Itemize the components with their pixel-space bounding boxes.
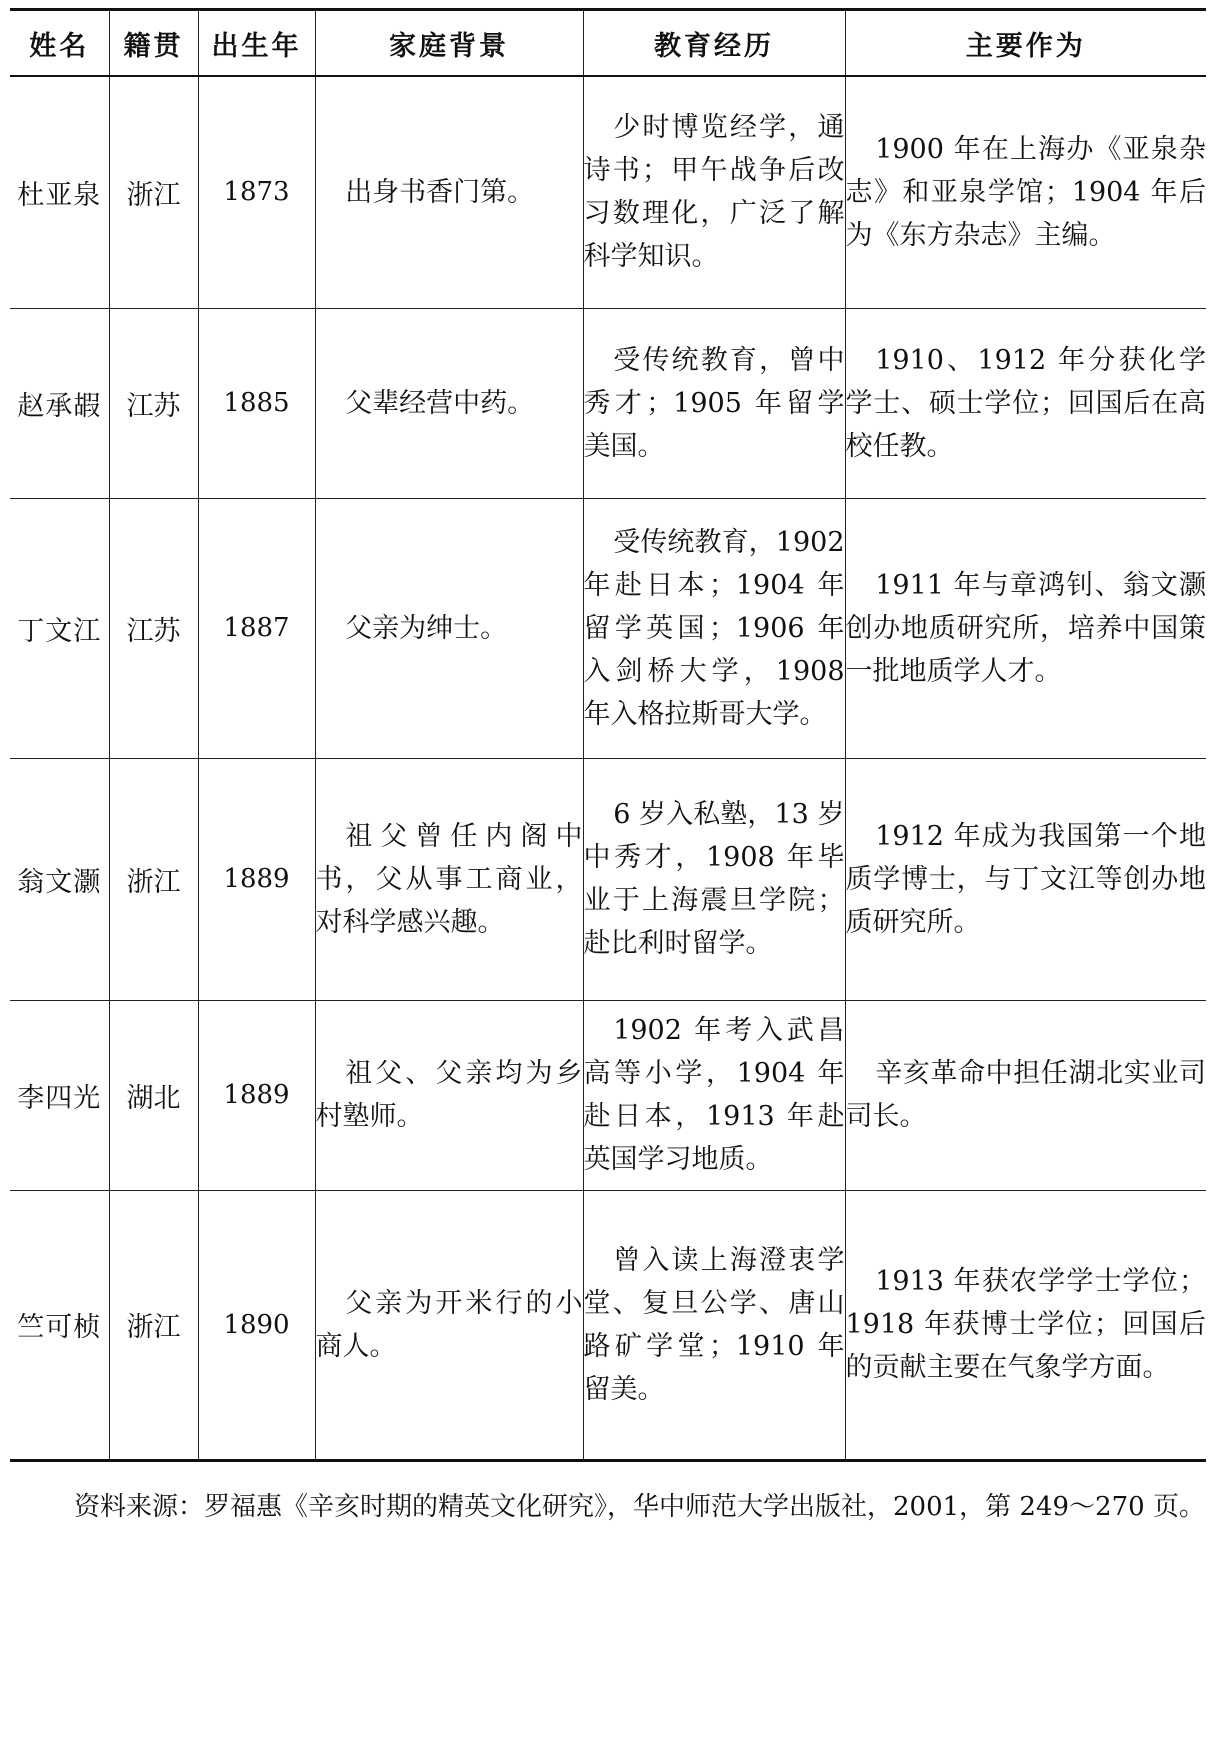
family-background-text: 父辈经营中药。 (345, 387, 535, 419)
achievements-text: 1900 年在上海办《亚泉杂志》和亚泉学馆；1904 年后为《东方杂志》主编。 (845, 133, 1206, 251)
family-background-text: 父亲为绅士。 (345, 612, 508, 644)
cell-achievements (845, 1000, 1206, 1190)
cell-native-place: 浙江 (109, 76, 198, 308)
header-family-background: 家庭背景 (315, 10, 583, 77)
cell-achievements (845, 76, 1206, 308)
cell-family-background (315, 76, 583, 308)
cell-name: 杜亚泉 (10, 76, 109, 308)
cell-achievements (845, 498, 1206, 758)
cell-family-background (315, 1000, 583, 1190)
cell-education (583, 1000, 845, 1190)
achievements-text: 1910、1912 年分获化学学士、硕士学位；回国后在高校任教。 (845, 344, 1206, 462)
table-header (10, 10, 1206, 77)
achievements-text: 1912 年成为我国第一个地质学博士，与丁文江等创办地质研究所。 (845, 820, 1206, 938)
document-page (10, 8, 1206, 1558)
cell-name: 李四光 (10, 1000, 109, 1190)
achievements-text: 辛亥革命中担任湖北实业司司长。 (845, 1058, 1206, 1132)
cell-name: 翁文灏 (10, 758, 109, 1000)
education-text: 6 岁入私塾，13 岁中秀才，1908 年毕业于上海震旦学院；赴比利时留学。 (583, 799, 845, 959)
cell-name: 竺可桢 (10, 1190, 109, 1460)
cell-family-background (315, 758, 583, 1000)
cell-education (583, 308, 845, 498)
table-row (10, 498, 1206, 758)
cell-native-place: 江苏 (109, 308, 198, 498)
achievements-text: 1913 年获农学学士学位；1918 年获博士学位；回国后的贡献主要在气象学方面。 (845, 1266, 1206, 1383)
cell-native-place: 湖北 (109, 1000, 198, 1190)
table-row (10, 76, 1206, 308)
education-text: 曾入读上海澄衷学堂、复旦公学、唐山路矿学堂；1910 年留美。 (583, 1244, 845, 1405)
education-text: 少时博览经学，通诗书；甲午战争后改习数理化，广泛了解科学知识。 (583, 112, 845, 273)
cell-achievements (845, 308, 1206, 498)
table-row (10, 758, 1206, 1000)
cell-name: 赵承嘏 (10, 308, 109, 498)
cell-education (583, 76, 845, 308)
header-name: 姓名 (10, 10, 109, 77)
cell-name: 丁文江 (10, 498, 109, 758)
cell-education (583, 758, 845, 1000)
education-text: 1902 年考入武昌高等小学，1904 年赴日本，1913 年赴英国学习地质。 (583, 1015, 845, 1175)
family-background-text: 父亲为开米行的小商人。 (315, 1287, 583, 1362)
cell-birth-year: 1890 (198, 1190, 315, 1460)
header-native-place: 籍贯 (109, 10, 198, 77)
cell-achievements (845, 1190, 1206, 1460)
cell-birth-year: 1885 (198, 308, 315, 498)
cell-birth-year: 1887 (198, 498, 315, 758)
cell-birth-year: 1889 (198, 1000, 315, 1190)
table-row (10, 1190, 1206, 1460)
cell-achievements (845, 758, 1206, 1000)
source-note: 资料来源：罗福惠《辛亥时期的精英文化研究》，华中师范大学出版社，2001，第 249～270 页。 (74, 1491, 1205, 1522)
header-birth-year: 出生年 (198, 10, 315, 77)
family-background-text: 祖父、父亲均为乡村塾师。 (315, 1058, 583, 1132)
header-row (10, 10, 1206, 77)
education-text: 受传统教育，1902 年赴日本；1904 年留学英国；1906 年入剑桥大学，1908 年入格拉斯哥大学。 (583, 526, 845, 730)
cell-birth-year: 1873 (198, 76, 315, 308)
cell-education (583, 1190, 845, 1460)
family-background-text: 祖父曾任内阁中书，父从事工商业，对科学感兴趣。 (315, 820, 583, 938)
cell-family-background (315, 498, 583, 758)
cell-native-place: 浙江 (109, 1190, 198, 1460)
scientists-table (10, 8, 1206, 1462)
family-background-text: 出身书香门第。 (345, 176, 535, 208)
table-row (10, 1000, 1206, 1190)
achievements-text: 1911 年与章鸿钊、翁文灏创办地质研究所，培养中国策一批地质学人才。 (845, 569, 1206, 687)
cell-birth-year: 1889 (198, 758, 315, 1000)
table-row (10, 308, 1206, 498)
cell-family-background (315, 308, 583, 498)
header-education: 教育经历 (583, 10, 845, 77)
header-achievements: 主要作为 (845, 10, 1206, 77)
cell-native-place: 江苏 (109, 498, 198, 758)
cell-native-place: 浙江 (109, 758, 198, 1000)
cell-family-background (315, 1190, 583, 1460)
cell-education (583, 498, 845, 758)
table-body (10, 76, 1206, 1460)
education-text: 受传统教育，曾中秀才；1905 年留学美国。 (583, 344, 845, 462)
